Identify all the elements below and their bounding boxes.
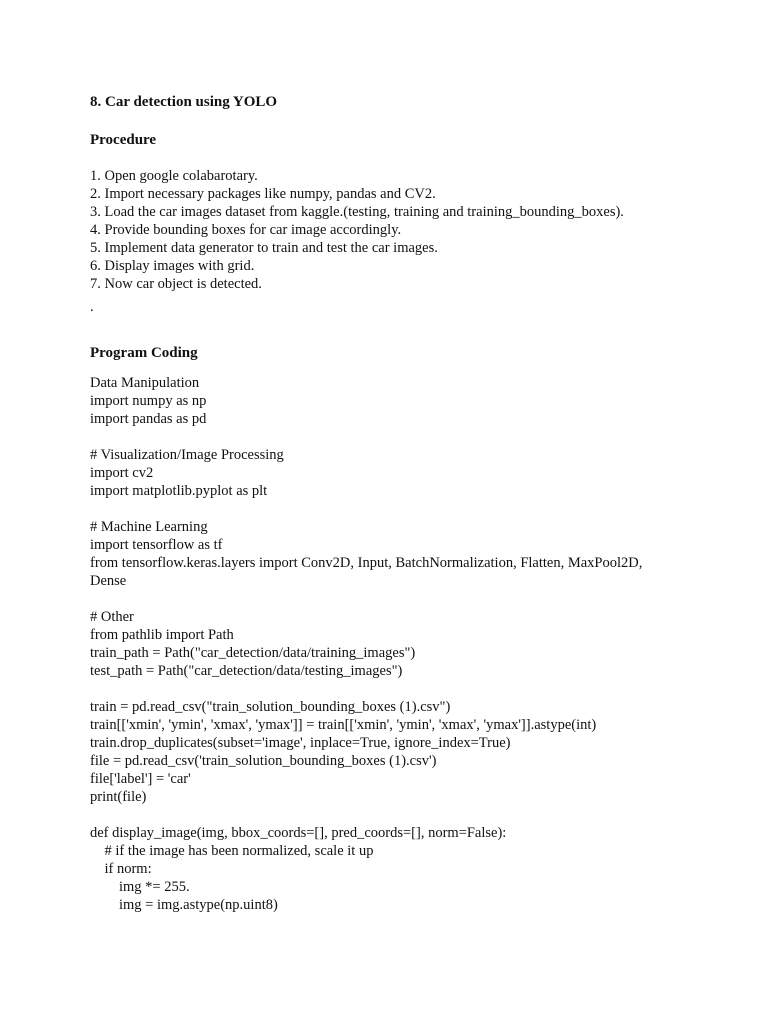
code-line: train = pd.read_csv("train_solution_bounding_boxes (1).csv") [90, 699, 451, 715]
code-line: test_path = Path("car_detection/data/testing_images") [90, 663, 403, 679]
code-line: from pathlib import Path [90, 627, 234, 643]
code-line: train[['xmin', 'ymin', 'xmax', 'ymax']] = train[['xmin', 'ymin', 'xmax', 'ymax']].astype(int) [90, 717, 597, 733]
code-line: # Machine Learning [90, 519, 208, 535]
procedure-step: 1. Open google colabarotary. [90, 168, 258, 184]
code-line: import numpy as np [90, 393, 207, 409]
code-line: import tensorflow as tf [90, 537, 223, 553]
procedure-step: 4. Provide bounding boxes for car image accordingly. [90, 222, 402, 238]
code-line: # Visualization/Image Processing [90, 447, 284, 463]
code-line: file['label'] = 'car' [90, 771, 191, 787]
code-line: print(file) [90, 789, 147, 805]
code-blank-line [90, 428, 690, 446]
document-title: 8. Car detection using YOLO [90, 94, 278, 110]
code-line: def display_image(img, bbox_coords=[], pred_coords=[], norm=False): [90, 825, 507, 841]
procedure-step: 6. Display images with grid. [90, 258, 255, 274]
code-blank-line [90, 500, 690, 518]
procedure-step: 2. Import necessary packages like numpy, pandas and CV2. [90, 186, 436, 202]
code-line: train.drop_duplicates(subset='image', inplace=True, ignore_index=True) [90, 735, 511, 751]
procedure-steps [90, 167, 690, 293]
code-line: # Other [90, 609, 134, 625]
procedure-heading: Procedure [90, 132, 157, 148]
trailing-dot [90, 298, 690, 316]
code-block [90, 374, 690, 914]
code-line: # if the image has been normalized, scale it up [90, 843, 374, 859]
code-line: img *= 255. [90, 879, 190, 895]
code-line: import pandas as pd [90, 411, 207, 427]
code-line: train_path = Path("car_detection/data/training_images") [90, 645, 416, 661]
code-blank-line [90, 806, 690, 824]
code-line: from tensorflow.keras.layers import Conv2D, Input, BatchNormalization, Flatten, MaxPool2D, [90, 555, 643, 571]
code-line: import cv2 [90, 465, 154, 481]
procedure-step: 7. Now car object is detected. [90, 276, 262, 292]
code-line: if norm: [90, 861, 152, 877]
code-line: img = img.astype(np.uint8) [90, 897, 278, 913]
code-blank-line [90, 680, 690, 698]
procedure-step: 3. Load the car images dataset from kaggle.(testing, training and training_bounding_boxes). [90, 204, 624, 220]
code-blank-line [90, 590, 690, 608]
code-line: file = pd.read_csv('train_solution_bounding_boxes (1).csv') [90, 753, 437, 769]
procedure-step: 5. Implement data generator to train and test the car images. [90, 240, 438, 256]
coding-heading: Program Coding [90, 345, 198, 361]
code-line: import matplotlib.pyplot as plt [90, 483, 268, 499]
code-line: Dense [90, 573, 127, 589]
trailing-dot-text: . [90, 299, 94, 315]
code-line: Data Manipulation [90, 375, 200, 391]
